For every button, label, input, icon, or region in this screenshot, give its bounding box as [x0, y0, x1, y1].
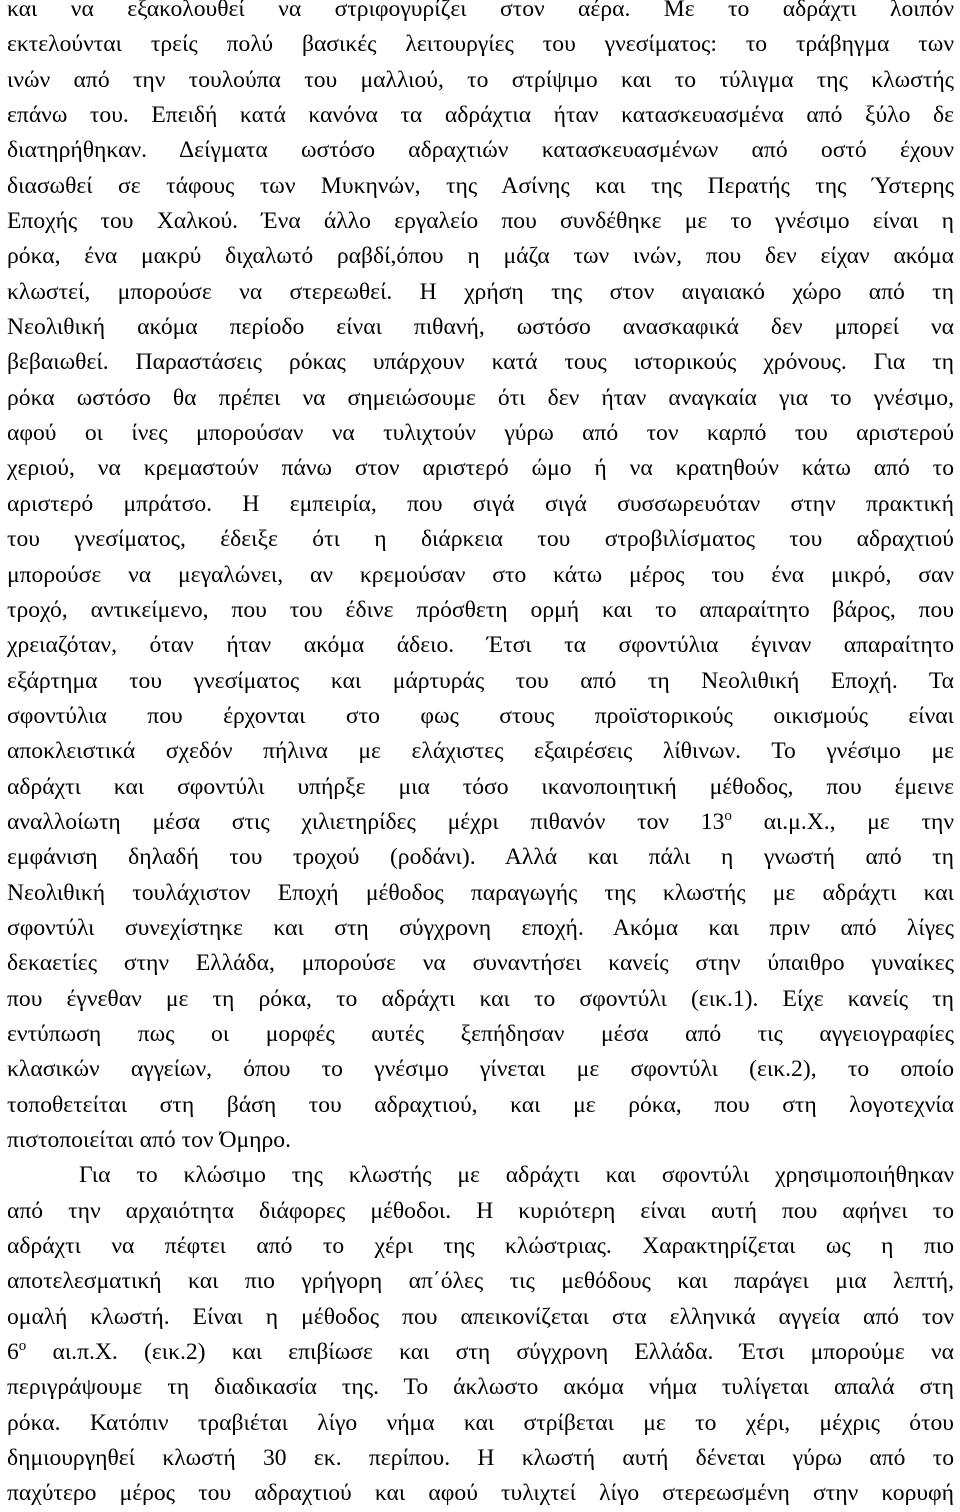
text-line: και να εξακολουθεί να στριφογυρίζει στον αέρα. Με το αδράχτι λοιπόν — [7, 0, 954, 22]
text-segment: αι.π.Χ. (εικ.2) και επιβίωσε και στη σύγχρονη Ελλάδα. Έτσι μπορούμε να — [26, 1339, 954, 1366]
text-line: σφοντύλια που έρχονται στο φως στους προϊστορικούς οικισμούς είναι — [7, 702, 954, 729]
text-line: τοποθετείται στη βάση του αδραχτιού, και με ρόκα, που στη λογοτεχνία — [7, 1091, 954, 1118]
text-line: αδράχτι να πέφτει από το χέρι της κλώστριας. Χαρακτηρίζεται ως η πιο — [7, 1233, 954, 1260]
text-line: από την αρχαιότητα διάφορες μέθοδοι. Η κυριότερη είναι αυτή που αφήνει το — [7, 1197, 954, 1224]
text-segment: αναλλοίωτη μέσα στις χιλιετηρίδες μέχρι πιθανόν τον 13 — [7, 808, 725, 835]
text-line: περιγράψουμε τη διαδικασία της. Το άκλωστο ακόμα νήμα τυλίγεται απαλά στη — [7, 1374, 954, 1401]
text-line: βεβαιωθεί. Παραστάσεις ρόκας υπάρχουν κατά τους ιστορικούς χρόνους. Για τη — [7, 349, 954, 376]
text-line: δεκαετίες στην Ελλάδα, μπορούσε να συναντήσει κανείς στην ύπαιθρο γυναίκες — [7, 950, 954, 977]
text-line: τροχό, αντικείμενο, που του έδινε πρόσθετη ορμή και το απαραίτητο βάρος, που — [7, 596, 954, 623]
text-line: ινών από την τουλούπα του μαλλιού, το στρίψιμο και το τύλιγμα της κλωστής — [7, 66, 954, 93]
text-line: χεριού, να κρεμαστούν πάνω στον αριστερό ώμο ή να κρατηθούν κάτω από το — [7, 455, 954, 482]
text-line: σφοντύλι συνεχίστηκε και στη σύγχρονη εποχή. Ακόμα και πριν από λίγες — [7, 914, 954, 941]
text-line: μπορούσε να μεγαλώνει, αν κρεμούσαν στο κάτω μέρος του ένα μικρό, σαν — [7, 561, 954, 588]
text-line: εμφάνιση δηλαδή του τροχού (ροδάνι). Αλλά και πάλι η γνωστή από τη — [7, 844, 954, 871]
text-line: αποκλειστικά σχεδόν πήλινα με ελάχιστες εξαιρέσεις λίθινων. Το γνέσιμο με — [7, 738, 954, 765]
superscript: ο — [18, 1338, 27, 1355]
text-line: πιστοποιείται από τον Όμηρο. — [7, 1127, 291, 1153]
text-line: ρόκα. Κατόπιν τραβιέται λίγο νήμα και στρίβεται με το χέρι, μέχρις ότου — [7, 1409, 954, 1436]
text-line: δημιουργηθεί κλωστή 30 εκ. περίπου. Η κλωστή αυτή δένεται γύρω από το — [7, 1445, 954, 1472]
text-line: του γνεσίματος, έδειξε ότι η διάρκεια του στροβιλίσματος του αδραχτιού — [7, 526, 954, 553]
text-line: εξάρτημα του γνεσίματος και μάρτυράς του από τη Νεολιθική Εποχή. Τα — [7, 667, 954, 694]
text-line: ρόκα ωστόσο θα πρέπει να σημειώσουμε ότι δεν ήταν αναγκαία για το γνέσιμο, — [7, 384, 954, 411]
text-line-with-superscript — [7, 805, 954, 840]
text-line: εντύπωση πως οι μορφές αυτές ξεπήδησαν μέσα από τις αγγειογραφίες — [7, 1020, 954, 1047]
text-line: παχύτερο μέρος του αδραχτιού και αφού τυλιχτεί λίγο στερεωσμένη στην κορυφή — [7, 1480, 954, 1507]
text-segment: 6 — [7, 1339, 19, 1366]
text-line: επάνω του. Επειδή κατά κανόνα τα αδράχτια ήταν κατασκευασμένα από ξύλο δε — [7, 102, 954, 129]
text-line: ομαλή κλωστή. Είναι η μέθοδος που απεικονίζεται στα ελληνικά αγγεία από τον — [7, 1303, 954, 1330]
text-line: Νεολιθική ακόμα περίοδο είναι πιθανή, ωστόσο ανασκαφικά δεν μπορεί να — [7, 314, 954, 341]
text-line: κλωστεί, μπορούσε να στερεωθεί. Η χρήση της στον αιγαιακό χώρο από τη — [7, 278, 954, 305]
text-line: αριστερό μπράτσο. Η εμπειρία, που σιγά σιγά συσσωρευόταν στην πρακτική — [7, 490, 954, 517]
text-line: ρόκα, ένα μακρύ διχαλωτό ραβδί,όπου η μάζα των ινών, που δεν είχαν ακόμα — [7, 243, 954, 270]
text-line: χρειαζόταν, όταν ήταν ακόμα άδειο. Έτσι τα σφοντύλια έγιναν απαραίτητο — [7, 632, 954, 659]
text-line: αφού οι ίνες μπορούσαν να τυλιχτούν γύρω από τον καρπό του αριστερού — [7, 420, 954, 447]
paragraph-spinning-tools — [7, 0, 954, 1158]
text-line: που έγνεθαν με τη ρόκα, το αδράχτι και το σφοντύλι (εικ.1). Είχε κανείς τη — [7, 985, 954, 1012]
text-line: Για το κλώσιμο της κλωστής με αδράχτι και σφοντύλι χρησιμοποιήθηκαν — [79, 1162, 954, 1189]
text-line: κλασικών αγγείων, όπου το γνέσιμο γίνεται με σφοντύλι (εικ.2), το οποίο — [7, 1056, 954, 1083]
text-line: εκτελούνται τρείς πολύ βασικές λειτουργίες του γνεσίματος: το τράβηγμα των — [7, 31, 954, 58]
text-segment: αι.μ.Χ., με την — [731, 808, 954, 835]
text-line: αποτελεσματική και πιο γρήγορη απ΄όλες τις μεθόδους και παράγει μια λεπτή, — [7, 1268, 954, 1295]
text-line: Νεολιθική τουλάχιστον Εποχή μέθοδος παραγωγής της κλωστής με αδράχτι και — [7, 879, 954, 906]
paragraph-spinning-methods — [7, 1158, 954, 1511]
text-line: Εποχής του Χαλκού. Ένα άλλο εργαλείο που συνδέθηκε με το γνέσιμο είναι η — [7, 208, 954, 235]
text-line-with-superscript — [7, 1335, 954, 1370]
text-line: διατηρήθηκαν. Δείγματα ωστόσο αδραχτιών κατασκευασμένων από οστό έχουν — [7, 137, 954, 164]
text-line: αδράχτι και σφοντύλι υπήρξε μια τόσο ικανοποιητική μέθοδος, που έμεινε — [7, 773, 954, 800]
superscript: ο — [724, 807, 732, 824]
text-line: διασωθεί σε τάφους των Μυκηνών, της Ασίνης και της Περατής της Ύστερης — [7, 172, 954, 199]
